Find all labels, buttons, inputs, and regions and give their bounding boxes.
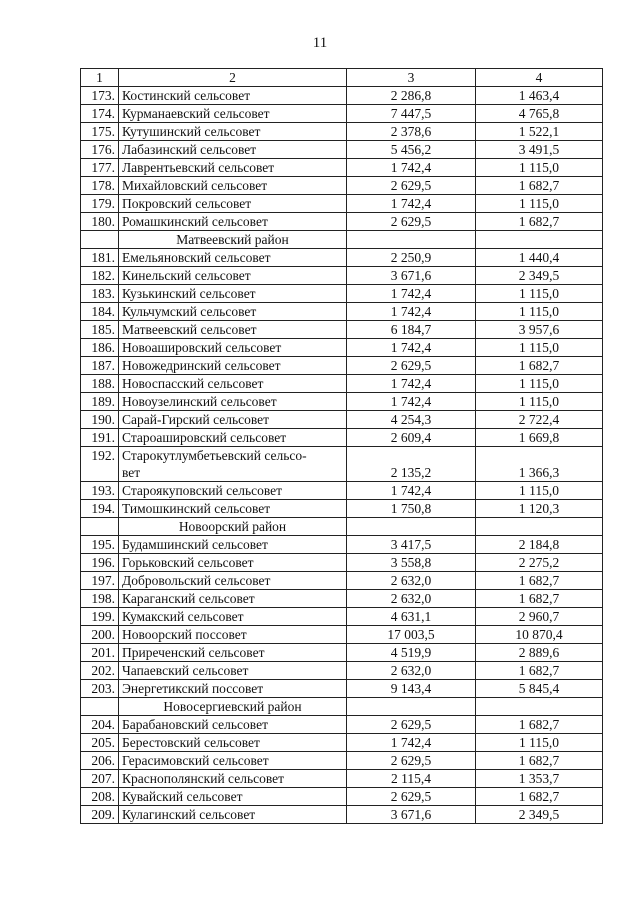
value-column-4: 1 682,7 bbox=[476, 590, 603, 608]
table-row bbox=[81, 716, 603, 734]
municipality-name: Новоашировский сельсовет bbox=[119, 339, 347, 357]
table-row bbox=[81, 536, 603, 554]
row-number: 192. bbox=[81, 447, 119, 482]
municipality-name: Сарай-Гирский сельсовет bbox=[119, 411, 347, 429]
table-row bbox=[81, 393, 603, 411]
row-number: 177. bbox=[81, 159, 119, 177]
municipality-name: Кинельский сельсовет bbox=[119, 267, 347, 285]
row-number: 195. bbox=[81, 536, 119, 554]
value-column-4: 3 957,6 bbox=[476, 321, 603, 339]
municipality-name: Матвеевский сельсовет bbox=[119, 321, 347, 339]
municipality-name: Лаврентьевский сельсовет bbox=[119, 159, 347, 177]
table-row bbox=[81, 213, 603, 231]
value-column-4: 5 845,4 bbox=[476, 680, 603, 698]
table-body bbox=[81, 69, 603, 824]
row-number: 186. bbox=[81, 339, 119, 357]
row-number: 204. bbox=[81, 716, 119, 734]
row-number: 190. bbox=[81, 411, 119, 429]
municipality-name: Будамшинский сельсовет bbox=[119, 536, 347, 554]
municipality-name: Караганский сельсовет bbox=[119, 590, 347, 608]
value-column-4: 1 115,0 bbox=[476, 734, 603, 752]
value-column-3: 2 629,5 bbox=[347, 357, 476, 375]
municipality-name: Добровольский сельсовет bbox=[119, 572, 347, 590]
table-row bbox=[81, 339, 603, 357]
district-name: Новосергиевский район bbox=[119, 698, 347, 716]
value-column-3: 3 558,8 bbox=[347, 554, 476, 572]
value-column-4: 1 115,0 bbox=[476, 303, 603, 321]
municipality-name: Горьковский сельсовет bbox=[119, 554, 347, 572]
municipality-name: Чапаевский сельсовет bbox=[119, 662, 347, 680]
table-row bbox=[81, 375, 603, 393]
row-number: 184. bbox=[81, 303, 119, 321]
value-cell-4 bbox=[476, 231, 603, 249]
value-cell-3 bbox=[347, 698, 476, 716]
municipality-name-line-1: Старокутлумбетьевский сельсо- bbox=[122, 448, 307, 463]
table-row bbox=[81, 141, 603, 159]
table-row bbox=[81, 321, 603, 339]
row-number: 209. bbox=[81, 806, 119, 824]
table-row bbox=[81, 249, 603, 267]
value-column-4: 1 115,0 bbox=[476, 339, 603, 357]
value-column-4: 2 184,8 bbox=[476, 536, 603, 554]
value-column-3: 1 742,4 bbox=[347, 734, 476, 752]
table-row bbox=[81, 752, 603, 770]
table-row bbox=[81, 87, 603, 105]
value-column-3: 5 456,2 bbox=[347, 141, 476, 159]
value-column-3: 2 135,2 bbox=[347, 447, 476, 482]
row-number: 197. bbox=[81, 572, 119, 590]
table-row bbox=[81, 267, 603, 285]
table-row bbox=[81, 608, 603, 626]
municipality-name: Староашировский сельсовет bbox=[119, 429, 347, 447]
value-column-3: 2 250,9 bbox=[347, 249, 476, 267]
value-column-4: 1 682,7 bbox=[476, 572, 603, 590]
table-row bbox=[81, 195, 603, 213]
municipality-name: Герасимовский сельсовет bbox=[119, 752, 347, 770]
table-row bbox=[81, 788, 603, 806]
value-cell-4 bbox=[476, 518, 603, 536]
municipality-name: Емельяновский сельсовет bbox=[119, 249, 347, 267]
row-number: 174. bbox=[81, 105, 119, 123]
row-number: 203. bbox=[81, 680, 119, 698]
table-row bbox=[81, 429, 603, 447]
value-column-4: 2 722,4 bbox=[476, 411, 603, 429]
row-number: 194. bbox=[81, 500, 119, 518]
value-column-3: 3 671,6 bbox=[347, 806, 476, 824]
row-number: 185. bbox=[81, 321, 119, 339]
table-row bbox=[81, 806, 603, 824]
row-number: 205. bbox=[81, 734, 119, 752]
row-number: 201. bbox=[81, 644, 119, 662]
municipality-name: Энергетикский поссовет bbox=[119, 680, 347, 698]
table-row bbox=[81, 680, 603, 698]
value-column-3: 4 254,3 bbox=[347, 411, 476, 429]
row-number: 193. bbox=[81, 482, 119, 500]
row-number: 208. bbox=[81, 788, 119, 806]
value-column-4: 1 366,3 bbox=[476, 447, 603, 482]
header-cell-4: 4 bbox=[476, 69, 603, 87]
header-cell-3: 3 bbox=[347, 69, 476, 87]
value-column-4: 1 682,7 bbox=[476, 788, 603, 806]
value-column-4: 2 275,2 bbox=[476, 554, 603, 572]
value-column-4: 1 115,0 bbox=[476, 195, 603, 213]
value-column-3: 2 115,4 bbox=[347, 770, 476, 788]
value-column-4: 1 115,0 bbox=[476, 285, 603, 303]
value-column-3: 6 184,7 bbox=[347, 321, 476, 339]
municipality-name: Барабановский сельсовет bbox=[119, 716, 347, 734]
row-number: 200. bbox=[81, 626, 119, 644]
row-number-cell bbox=[81, 518, 119, 536]
municipality-name: Тимошкинский сельсовет bbox=[119, 500, 347, 518]
value-column-3: 1 742,4 bbox=[347, 375, 476, 393]
row-number: 180. bbox=[81, 213, 119, 231]
municipality-name: Михайловский сельсовет bbox=[119, 177, 347, 195]
municipality-name: Кувайский сельсовет bbox=[119, 788, 347, 806]
value-column-3: 2 629,5 bbox=[347, 752, 476, 770]
row-number: 179. bbox=[81, 195, 119, 213]
table-row bbox=[81, 590, 603, 608]
municipality-name: Новожедринский сельсовет bbox=[119, 357, 347, 375]
municipality-name-line-2: вет bbox=[122, 465, 141, 480]
district-header-row bbox=[81, 518, 603, 536]
value-column-3: 1 742,4 bbox=[347, 393, 476, 411]
row-number: 191. bbox=[81, 429, 119, 447]
header-cell-2: 2 bbox=[119, 69, 347, 87]
value-column-4: 1 120,3 bbox=[476, 500, 603, 518]
row-number: 187. bbox=[81, 357, 119, 375]
value-column-3: 17 003,5 bbox=[347, 626, 476, 644]
municipality-name: Староякуповский сельсовет bbox=[119, 482, 347, 500]
value-column-4: 1 682,7 bbox=[476, 716, 603, 734]
value-column-3: 2 629,5 bbox=[347, 716, 476, 734]
value-column-4: 1 115,0 bbox=[476, 375, 603, 393]
table-row bbox=[81, 285, 603, 303]
value-column-4: 1 682,7 bbox=[476, 213, 603, 231]
municipality-name: Кулагинский сельсовет bbox=[119, 806, 347, 824]
municipality-name: Кутушинский сельсовет bbox=[119, 123, 347, 141]
table-row bbox=[81, 159, 603, 177]
row-number-cell bbox=[81, 698, 119, 716]
data-table bbox=[80, 68, 603, 824]
page-number: 11 bbox=[312, 35, 328, 51]
row-number: 173. bbox=[81, 87, 119, 105]
value-column-3: 3 671,6 bbox=[347, 267, 476, 285]
value-column-3: 2 629,5 bbox=[347, 177, 476, 195]
header-cell-1: 1 bbox=[81, 69, 119, 87]
value-column-4: 2 349,5 bbox=[476, 806, 603, 824]
table-row bbox=[81, 482, 603, 500]
value-column-3: 2 609,4 bbox=[347, 429, 476, 447]
table-row bbox=[81, 644, 603, 662]
value-column-3: 1 742,4 bbox=[347, 159, 476, 177]
municipality-name: Новоузелинский сельсовет bbox=[119, 393, 347, 411]
value-column-4: 1 463,4 bbox=[476, 87, 603, 105]
row-number: 183. bbox=[81, 285, 119, 303]
value-column-4: 1 353,7 bbox=[476, 770, 603, 788]
row-number: 175. bbox=[81, 123, 119, 141]
value-column-4: 1 522,1 bbox=[476, 123, 603, 141]
table-row bbox=[81, 105, 603, 123]
value-column-3: 2 286,8 bbox=[347, 87, 476, 105]
value-column-4: 4 765,8 bbox=[476, 105, 603, 123]
table-row bbox=[81, 626, 603, 644]
table-row bbox=[81, 662, 603, 680]
value-column-3: 1 750,8 bbox=[347, 500, 476, 518]
municipality-name: Краснополянский сельсовет bbox=[119, 770, 347, 788]
value-cell-4 bbox=[476, 698, 603, 716]
row-number: 202. bbox=[81, 662, 119, 680]
value-column-4: 1 115,0 bbox=[476, 482, 603, 500]
table-row bbox=[81, 447, 603, 482]
value-column-4: 2 889,6 bbox=[476, 644, 603, 662]
row-number: 178. bbox=[81, 177, 119, 195]
district-name: Матвеевский район bbox=[119, 231, 347, 249]
value-column-3: 3 417,5 bbox=[347, 536, 476, 554]
value-column-4: 1 682,7 bbox=[476, 177, 603, 195]
table-header-row bbox=[81, 69, 603, 87]
table-row bbox=[81, 554, 603, 572]
district-name: Новоорский район bbox=[119, 518, 347, 536]
value-column-3: 4 631,1 bbox=[347, 608, 476, 626]
value-column-4: 1 669,8 bbox=[476, 429, 603, 447]
row-number: 206. bbox=[81, 752, 119, 770]
row-number: 199. bbox=[81, 608, 119, 626]
table-row bbox=[81, 734, 603, 752]
municipality-name: Покровский сельсовет bbox=[119, 195, 347, 213]
value-column-4: 1 115,0 bbox=[476, 159, 603, 177]
value-column-3: 2 629,5 bbox=[347, 213, 476, 231]
value-column-3: 2 632,0 bbox=[347, 662, 476, 680]
table-row bbox=[81, 303, 603, 321]
table-row bbox=[81, 357, 603, 375]
value-column-3: 1 742,4 bbox=[347, 195, 476, 213]
value-column-3: 2 632,0 bbox=[347, 572, 476, 590]
value-column-3: 2 378,6 bbox=[347, 123, 476, 141]
value-cell-3 bbox=[347, 231, 476, 249]
municipality-name: Берестовский сельсовет bbox=[119, 734, 347, 752]
municipality-name: Приреченский сельсовет bbox=[119, 644, 347, 662]
value-column-4: 1 115,0 bbox=[476, 393, 603, 411]
value-column-3: 2 629,5 bbox=[347, 788, 476, 806]
row-number: 176. bbox=[81, 141, 119, 159]
table-row bbox=[81, 177, 603, 195]
value-column-4: 2 349,5 bbox=[476, 267, 603, 285]
value-column-4: 1 440,4 bbox=[476, 249, 603, 267]
value-column-3: 1 742,4 bbox=[347, 303, 476, 321]
row-number: 196. bbox=[81, 554, 119, 572]
row-number: 198. bbox=[81, 590, 119, 608]
value-column-3: 1 742,4 bbox=[347, 482, 476, 500]
value-column-3: 9 143,4 bbox=[347, 680, 476, 698]
value-column-4: 2 960,7 bbox=[476, 608, 603, 626]
value-column-4: 10 870,4 bbox=[476, 626, 603, 644]
value-cell-3 bbox=[347, 518, 476, 536]
row-number: 188. bbox=[81, 375, 119, 393]
table-row bbox=[81, 770, 603, 788]
table-row bbox=[81, 411, 603, 429]
district-header-row bbox=[81, 698, 603, 716]
row-number: 181. bbox=[81, 249, 119, 267]
value-column-3: 2 632,0 bbox=[347, 590, 476, 608]
municipality-name: Новоорский поссовет bbox=[119, 626, 347, 644]
row-number: 189. bbox=[81, 393, 119, 411]
municipality-name: Кузькинский сельсовет bbox=[119, 285, 347, 303]
table-row bbox=[81, 572, 603, 590]
municipality-name: Кульчумский сельсовет bbox=[119, 303, 347, 321]
municipality-name: Ромашкинский сельсовет bbox=[119, 213, 347, 231]
municipality-name: Кумакский сельсовет bbox=[119, 608, 347, 626]
municipality-name: Курманаевский сельсовет bbox=[119, 105, 347, 123]
value-column-4: 3 491,5 bbox=[476, 141, 603, 159]
municipality-name: Новоспасский сельсовет bbox=[119, 375, 347, 393]
value-column-3: 7 447,5 bbox=[347, 105, 476, 123]
municipality-name bbox=[119, 447, 347, 482]
value-column-4: 1 682,7 bbox=[476, 662, 603, 680]
value-column-3: 1 742,4 bbox=[347, 339, 476, 357]
district-header-row bbox=[81, 231, 603, 249]
table-row bbox=[81, 500, 603, 518]
row-number-cell bbox=[81, 231, 119, 249]
table-row bbox=[81, 123, 603, 141]
row-number: 182. bbox=[81, 267, 119, 285]
value-column-3: 4 519,9 bbox=[347, 644, 476, 662]
value-column-4: 1 682,7 bbox=[476, 357, 603, 375]
municipality-name: Костинский сельсовет bbox=[119, 87, 347, 105]
value-column-3: 1 742,4 bbox=[347, 285, 476, 303]
row-number: 207. bbox=[81, 770, 119, 788]
municipality-name: Лабазинский сельсовет bbox=[119, 141, 347, 159]
value-column-4: 1 682,7 bbox=[476, 752, 603, 770]
